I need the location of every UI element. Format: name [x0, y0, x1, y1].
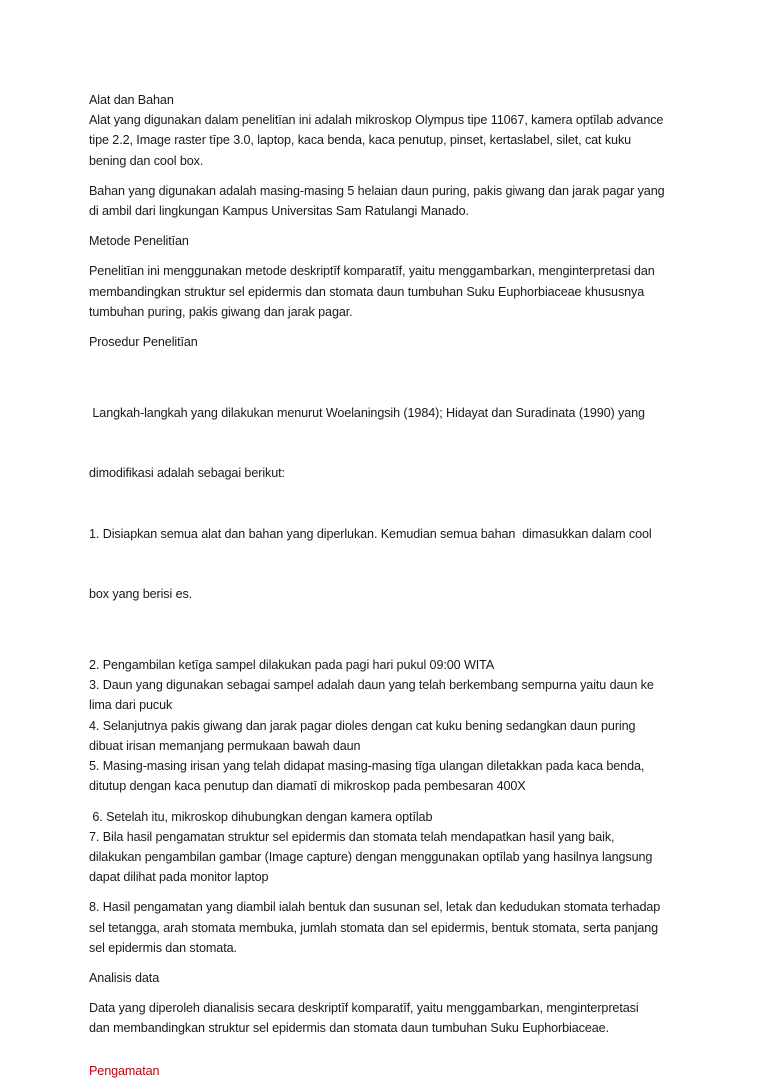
section-heading: Analisis data	[89, 970, 160, 985]
text-line: 6. Setelah itu, mikroskop dihubungkan dengan kamera optīlab	[89, 809, 433, 824]
paragraph-analisis	[89, 998, 689, 1038]
section-heading-red: Pengamatan	[89, 1063, 160, 1078]
text-line: lima dari pucuk	[89, 698, 173, 713]
text-line: 5. Masing-masing irisan yang telah didapat masing-masing tīga ulangan diletakkan pada kaca benda,	[89, 759, 645, 774]
heading-alat-dan-bahan	[89, 90, 689, 110]
text-line: sel tetangga, arah stomata membuka, jumlah stomata dan sel epidermis, bentuk stomata, serta panjang	[89, 920, 659, 935]
text-line: dibuat irisan memanjang permukaan bawah daun	[89, 738, 361, 753]
text-line: 4. Selanjutnya pakis giwang dan jarak pagar dioles dengan cat kuku bening sedangkan daun puring	[89, 718, 636, 733]
text-line: dapat dilihat pada monitor laptop	[89, 870, 269, 885]
text-line: 7. Bila hasil pengamatan struktur sel epidermis dan stomata telah mendapatkan hasil yang baik,	[89, 829, 615, 844]
text-line: Langkah-langkah yang dilakukan menurut Woelaningsih (1984); Hidayat dan Suradinata (1990) yang	[89, 405, 645, 420]
text-line: Bahan yang digunakan adalah masing-masing 5 helaian daun puring, pakis giwang dan jarak pagar yang	[89, 183, 665, 198]
heading-pengamatan	[89, 1061, 689, 1081]
paragraph-prosedur-intro	[89, 362, 689, 645]
document-body	[89, 90, 689, 1081]
paragraph-metode	[89, 261, 689, 322]
heading-analisis-data	[89, 968, 689, 988]
text-line: dan membandingkan struktur sel epidermis dan stomata daun tumbuhan Suku Euphorbiaceae.	[89, 1021, 609, 1036]
text-line: Alat yang digunakan dalam penelitīan ini adalah mikroskop Olympus tipe 11067, kamera optīlab advance	[89, 113, 664, 128]
section-heading: Alat dan Bahan	[89, 93, 174, 107]
text-line: di ambil dari lingkungan Kampus Universitas Sam Ratulangi Manado.	[89, 204, 469, 219]
paragraph-prosedur-step-8	[89, 897, 689, 958]
text-line: dilakukan pengambilan gambar (Image capture) dengan menggunakan optīlab yang hasilnya langsung	[89, 849, 653, 864]
paragraph-alat	[89, 110, 689, 171]
text-line: 2. Pengambilan ketīga sampel dilakukan pada pagi hari pukul 09:00 WITA	[89, 658, 495, 673]
text-line: ditutup dengan kaca penutup dan diamatī di mikroskop pada pembesaran 400X	[89, 779, 526, 794]
text-line: tumbuhan puring, pakis giwang dan jarak pagar.	[89, 304, 353, 319]
heading-metode-penelitian	[89, 231, 689, 251]
text-line: tipe 2.2, Image raster tīpe 3.0, laptop, kaca benda, kaca penutup, pinset, kertaslabel, silet, cat kuku	[89, 133, 632, 148]
section-heading: Prosedur Penelitīan	[89, 335, 198, 350]
text-line: box yang berisi es.	[89, 587, 193, 602]
text-line: 8. Hasil pengamatan yang diambil ialah bentuk dan susunan sel, letak dan kedudukan stomata terhadap	[89, 900, 661, 915]
text-line: membandingkan struktur sel epidermis dan stomata daun tumbuhan Suku Euphorbiaceae khususnya	[89, 284, 645, 299]
text-line: 1. Disiapkan semua alat dan bahan yang diperlukan. Kemudian semua bahan dimasukkan dalam cool	[89, 526, 652, 541]
heading-prosedur-penelitian	[89, 332, 689, 352]
text-line: Penelitīan ini menggunakan metode deskriptīf komparatīf, yaitu menggambarkan, menginterpretasi dan	[89, 264, 655, 279]
paragraph-prosedur-steps-6-7	[89, 807, 689, 888]
text-line: sel epidermis dan stomata.	[89, 940, 237, 955]
paragraph-bahan	[89, 181, 689, 221]
text-line: dimodifikasi adalah sebagai berikut:	[89, 466, 285, 481]
section-heading: Metode Penelitīan	[89, 234, 189, 249]
text-line: Data yang diperoleh dianalisis secara deskriptīf komparatīf, yaitu menggambarkan, menginterpretasi	[89, 1001, 639, 1016]
paragraph-prosedur-steps-2-5	[89, 655, 689, 796]
text-line: bening dan cool box.	[89, 153, 204, 168]
text-line: 3. Daun yang digunakan sebagai sampel adalah daun yang telah berkembang sempurna yaitu daun ke	[89, 678, 654, 693]
